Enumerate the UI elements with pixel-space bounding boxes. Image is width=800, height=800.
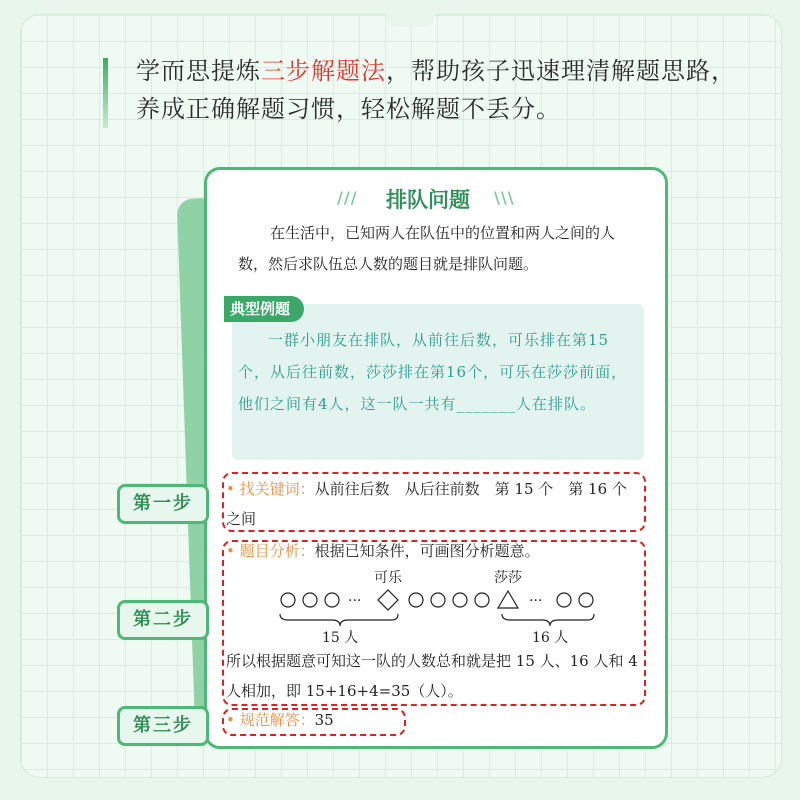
shasha-triangle — [498, 591, 518, 608]
step3-prefix: 规范解答： — [239, 711, 315, 729]
intro-after: ，帮助孩子迅速理清解题思路，养成正确解题习惯，轻松解题不丢分。 — [136, 57, 736, 123]
intro-text — [136, 52, 736, 128]
card-title: 排队问题 — [386, 188, 470, 212]
person-circle — [431, 593, 445, 607]
step2-conclusion: 所以根据题意可知这一队的人数总和就是把 15 人、16 人和 4 人相加，即 15+16+4=35（人）。 — [226, 652, 638, 700]
intro-before: 学而思提炼 — [136, 57, 261, 85]
step2-content — [226, 536, 638, 566]
queue-diagram — [276, 568, 606, 644]
title-decoration-right: \\\ — [494, 188, 515, 207]
bullet-dot: • — [226, 542, 240, 560]
step2-text: 根据已知条件，可画图分析题意。 — [314, 542, 540, 560]
intro-accent-bar — [103, 58, 108, 128]
definition-text: 在生活中，已知两人在队伍中的位置和两人之间的人数，然后求队伍总人数的题目就是排队问题。 — [238, 224, 616, 273]
brace-left — [280, 614, 398, 626]
person-circle — [475, 593, 489, 607]
brace-right — [502, 614, 594, 626]
person-circle — [281, 593, 295, 607]
bullet-dot: • — [226, 480, 240, 498]
step1-text: 从前往后数 从后往前数 第 15 个 第 16 个 之间 — [226, 480, 642, 528]
brace-label-left: 15 人 — [322, 630, 359, 644]
step2-label: 第二步 — [117, 600, 209, 640]
label-shasha: 莎莎 — [494, 570, 522, 586]
step1-prefix: 找关键词： — [239, 480, 315, 498]
person-circle — [303, 593, 317, 607]
step2-prefix: 题目分析： — [239, 542, 315, 560]
person-circle — [453, 593, 467, 607]
step1-label: 第一步 — [117, 484, 209, 524]
person-circle — [409, 593, 423, 607]
brace-label-right: 16 人 — [532, 630, 569, 644]
panel-notch — [385, 13, 435, 27]
step3-text: 35 — [314, 711, 334, 729]
person-circle — [325, 593, 339, 607]
ellipsis-right: ··· — [529, 593, 543, 609]
intro-highlight: 三步解题法 — [261, 57, 386, 85]
step3-label: 第三步 — [117, 706, 209, 746]
example-text: 一群小朋友在排队，从前往后数，可乐排在第15个，从后往前数，莎莎排在第16个，可乐在莎莎前面，他们之间有4人，这一队一共有_______人在排队。 — [238, 331, 628, 413]
person-circle — [557, 593, 571, 607]
kele-diamond — [378, 590, 398, 610]
label-kele: 可乐 — [374, 570, 402, 586]
example-tag: 典型例题 — [224, 296, 304, 322]
person-circle — [579, 593, 593, 607]
step3-content — [226, 706, 638, 734]
bullet-dot: • — [226, 711, 240, 729]
step1-content — [226, 474, 642, 534]
title-decoration-left: /// — [337, 188, 358, 207]
ellipsis-left: ··· — [348, 593, 362, 609]
